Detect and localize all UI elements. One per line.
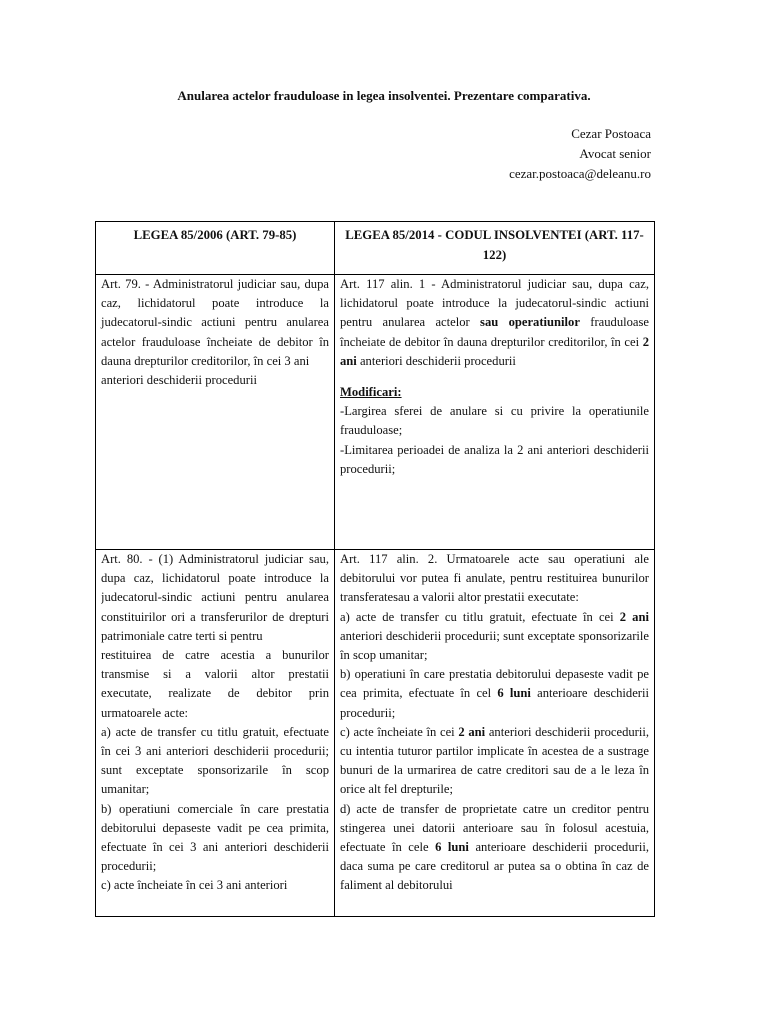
- cell-art79: [96, 275, 335, 550]
- comparison-table: [95, 221, 655, 917]
- art117-2-item-b: b) operatiuni în care prestatia debitorului depaseste vadit pe cea primita, efectuate în cel 6 luni anterioare deschiderii procedurii;: [340, 667, 649, 720]
- art79-text: Art. 79. - Administratorul judiciar sau, dupa caz, lichidatorul poate introduce la judecatorul-sindic actiuni pentru anularea actelor frauduloase încheiate de debitor în dauna drepturilor creditorilor, în cei 3 ani: [101, 277, 329, 368]
- art117-2-intro: Art. 117 alin. 2. Urmatoarele acte sau operatiuni ale debitorului vor putea fi anulate, pentru restituirea bunurilor transferatesau a valorii altor prestatii executate:: [340, 552, 649, 605]
- art80-item-b: b) operatiuni comerciale în care prestatia debitorului depaseste vadit pe cea primita, efectuate în cei 3 ani anteriori deschiderii procedurii;: [101, 801, 329, 874]
- art117-2-item-c: c) acte încheiate în cei 2 ani anteriori deschiderii procedurii, cu intentia tuturor partilor implicate în acestea de a sustrage bunuri de la urmarirea de catre creditori sau de a le leza în orice alt fel drepturile;: [340, 724, 649, 797]
- art117-1-text: Art. 117 alin. 1 - Administratorul judiciar sau, dupa caz, lichidatorul poate introduce la judecatorul-sindic actiuni pentru anularea actelor sau operatiunilor frauduloase încheiate de debitor în dauna drepturilor creditorilor, în cei 2 ani anteriori deschiderii procedurii: [340, 277, 650, 368]
- document-title: Anularea actelor frauduloase in legea insolventei. Prezentare comparativa.: [177, 88, 591, 103]
- author-email: cezar.postoaca@deleanu.ro: [509, 166, 651, 181]
- author-block: [509, 124, 651, 184]
- table-header-row: [96, 222, 655, 275]
- header-new-law: LEGEA 85/2014 - CODUL INSOLVENTEI (ART. 117-122): [335, 222, 655, 275]
- art117-2-item-d: d) acte de transfer de proprietate catre un creditor pentru stingerea unei datorii anterioare sau în folosul acestuia, efectuate în cele 6 luni anterioare deschiderii procedurii, daca suma pe care creditorul ar putea sa o obtina în caz de faliment al debitorului: [340, 801, 649, 893]
- art79-tail: anteriori deschiderii procedurii: [101, 373, 257, 388]
- art80-intro-cont: restituirea de catre acestia a bunurilor transmise si a valorii altor prestatii executate, realizate de debitor prin urmatoarele acte:: [101, 648, 329, 720]
- table-row: [96, 275, 655, 550]
- art80-item-a: a) acte de transfer cu titlu gratuit, efectuate în cei 3 ani anteriori deschiderii procedurii; sunt exceptate sponsorizarile în scop umanitar;: [101, 724, 329, 797]
- author-role: Avocat senior: [579, 146, 651, 161]
- author-name: Cezar Postoaca: [571, 126, 651, 141]
- header-old-law: LEGEA 85/2006 (ART. 79-85): [96, 222, 335, 275]
- modification-item: -Largirea sferei de anulare si cu privire la operatiunile frauduloase;: [340, 404, 649, 438]
- art80-intro: Art. 80. - (1) Administratorul judiciar sau, dupa caz, lichidatorul poate introduce la judecatorul-sindic actiuni pentru anularea constituirilor ori a transferurilor de drepturi patrimoniale catre terti si pentru: [101, 552, 329, 643]
- table-row: [96, 550, 655, 917]
- art80-item-c: c) acte încheiate în cei 3 ani anteriori: [101, 878, 288, 893]
- cell-art117-2: [335, 550, 655, 917]
- art117-2-item-a: a) acte de transfer cu titlu gratuit, efectuate în cei 2 ani anteriori deschiderii procedurii; sunt exceptate sponsorizarile în scop umanitar;: [340, 609, 649, 663]
- cell-art80: [96, 550, 335, 917]
- cell-art117-1: [335, 275, 655, 550]
- modification-item: -Limitarea perioadei de analiza la 2 ani anteriori deschiderii procedurii;: [340, 442, 649, 476]
- modifications-heading: Modificari:: [340, 385, 402, 400]
